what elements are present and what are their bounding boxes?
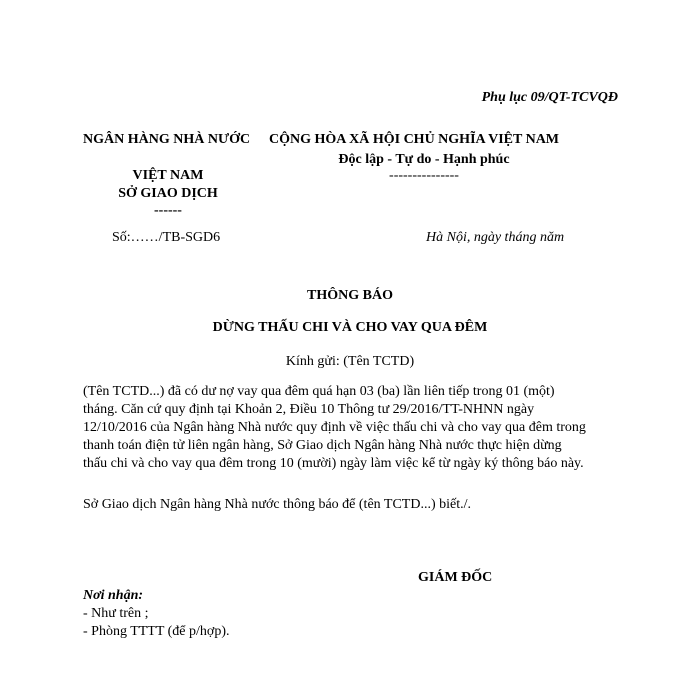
department-name: SỞ GIAO DỊCH [118, 186, 218, 201]
left-divider: ------ [154, 203, 182, 218]
bank-name: NGÂN HÀNG NHÀ NƯỚC [83, 132, 251, 147]
right-divider: --------------- [389, 168, 459, 183]
paragraph-line: thanh toán điện tử liên ngân hàng, Sở Giao dịch Ngân hàng Nhà nước thực hiện dừng [83, 438, 562, 453]
recipient-line: Kính gửi: (Tên TCTD) [285, 354, 415, 369]
republic-title: CỘNG HÒA XÃ HỘI CHỦ NGHĨA VIỆT NAM [269, 132, 560, 147]
paragraph-line: (Tên TCTD...) đã có dư nợ vay qua đêm quá hạn 03 (ba) lần liên tiếp trong 01 (một) [83, 384, 555, 399]
country-name: VIỆT NAM [132, 168, 204, 183]
notice-subtitle: DỪNG THẤU CHI VÀ CHO VAY QUA ĐÊM [212, 320, 488, 335]
recipient-item: - Như trên ; [83, 606, 149, 621]
place-date: Hà Nội, ngày tháng năm [426, 230, 565, 245]
paragraph-line: thấu chi và cho vay qua đêm trong 10 (mười) ngày làm việc kể từ ngày ký thông báo này. [83, 456, 584, 471]
national-motto: Độc lập - Tự do - Hạnh phúc [338, 152, 510, 167]
notice-title: THÔNG BÁO [307, 288, 393, 303]
closing-paragraph: Sở Giao dịch Ngân hàng Nhà nước thông báo để (tên TCTD...) biết./. [83, 497, 472, 512]
paragraph-line: 12/10/2016 của Ngân hàng Nhà nước quy định về việc thấu chi và cho vay qua đêm trong [83, 420, 586, 435]
document-number: Số:……/TB-SGD6 [112, 230, 221, 245]
paragraph-line: tháng. Căn cứ quy định tại Khoản 2, Điều 10 Thông tư 29/2016/TT-NHNN ngày [83, 402, 535, 417]
main-paragraph [83, 383, 628, 473]
appendix-label: Phụ lục 09/QT-TCVQĐ [481, 90, 618, 105]
recipient-item: - Phòng TTTT (để p/hợp). [83, 624, 230, 639]
signature-title: GIÁM ĐỐC [418, 570, 493, 585]
recipients-label: Nơi nhận: [83, 588, 144, 603]
